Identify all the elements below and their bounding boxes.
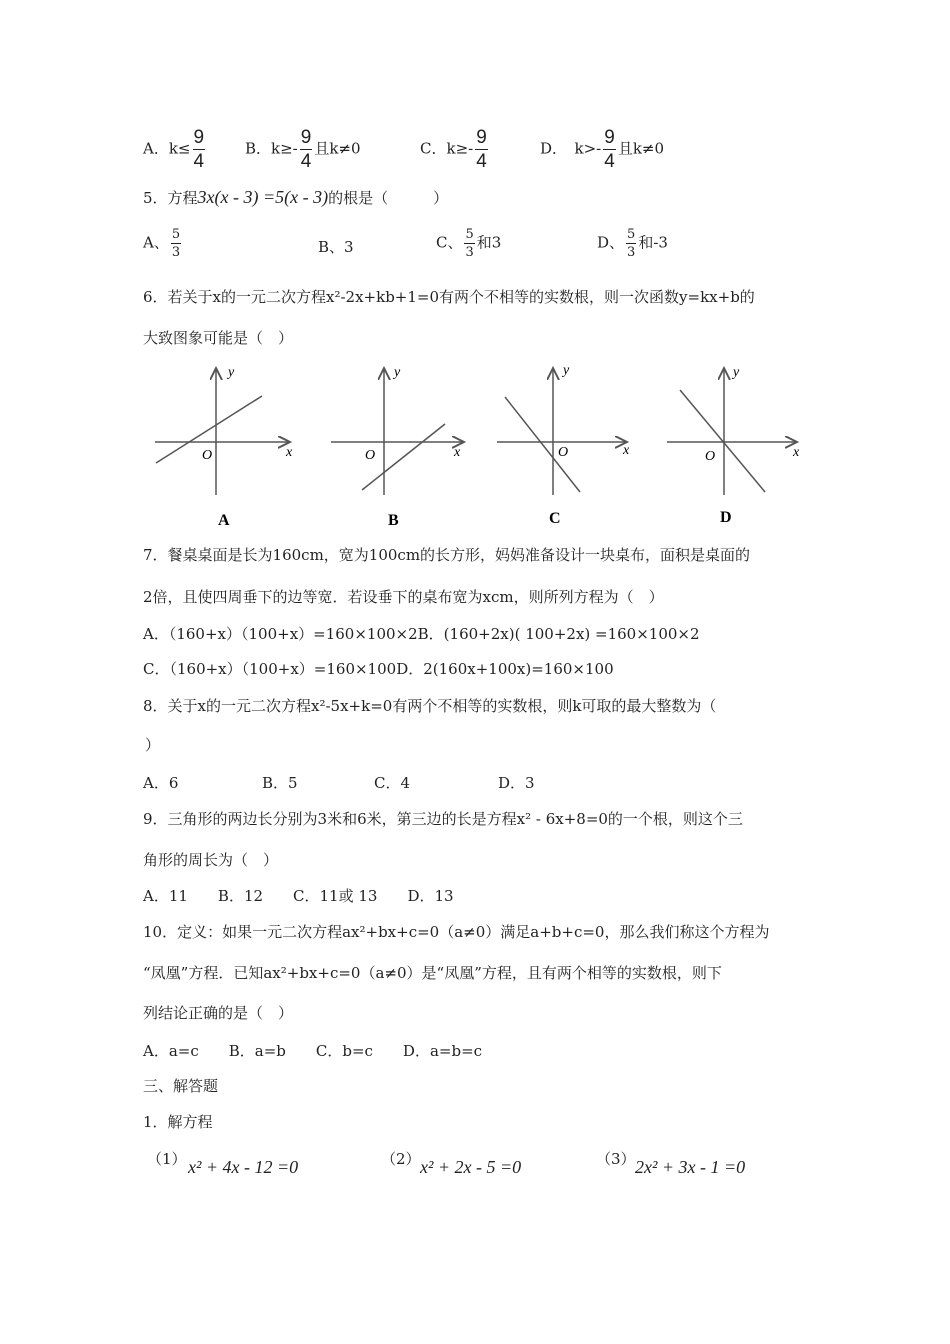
q7-options-cd: C．（160+x）（100+x）=160×100D．2(160x+100x)=160×100 xyxy=(143,660,614,678)
q4-option-b: B．k≥- $\frac{9}{4}$ 且k≠0 xyxy=(245,127,361,172)
graph-c-x-label: x xyxy=(623,443,630,458)
q4-option-a: A．k≤ $\frac{9}{4}$ xyxy=(143,127,205,172)
q4-option-c: C．k≥- $\frac{9}{4}$ xyxy=(420,127,487,172)
graph-b xyxy=(331,365,464,529)
graph-d-x-label: x xyxy=(793,445,800,460)
eq2: x² + 2x - 5 =0 xyxy=(420,1157,522,1177)
q5-stem: 5．方程3x(x - 3) =5(x - 3)的根是（ ） xyxy=(143,187,449,207)
graph-b-y-label: y xyxy=(394,365,401,380)
q4-option-d: D． k>- $\frac{9}{4}$ 且k≠0 xyxy=(540,127,665,172)
graph-a-origin: O xyxy=(202,448,213,463)
graph-d-origin: O xyxy=(705,449,716,464)
q10-options: A．a=c B．a=b C．b=c D．a=b=c xyxy=(143,1042,483,1060)
eq3: 2x² + 3x - 1 =0 xyxy=(635,1157,746,1177)
graph-b-origin: O xyxy=(365,448,376,463)
section-title: 三、解答题 xyxy=(143,1077,219,1095)
q6-line2: 大致图象可能是（ ） xyxy=(143,329,294,347)
graph-c-y-label: y xyxy=(563,363,570,378)
eq2-label: （2） xyxy=(381,1150,421,1168)
q9-line1: 9．三角形的两边长分别为3米和6米，第三边的长是方程x² - 6x+8=0的一个根，则这个三 xyxy=(143,810,743,828)
graph-a xyxy=(155,365,293,529)
q9-line2: 角形的周长为（ ） xyxy=(143,851,279,869)
q8-line1: 8．关于x的一元二次方程x²-5x+k=0有两个不相等的实数根，则k可取的最大整数为（ xyxy=(143,697,717,715)
q6-line1: 6．若关于x的一元二次方程x²-2x+kb+1=0有两个不相等的实数根，则一次函数y=kx+b的 xyxy=(143,288,755,306)
q5-option-b: B、3 xyxy=(318,238,354,256)
graph-c-line xyxy=(505,397,580,492)
q5-option-d: D、 $\frac{5}{3}$ 和-3 xyxy=(597,227,668,260)
q5-option-a: A、 $\frac{5}{3}$ xyxy=(143,227,181,260)
graph-a-x-label: x xyxy=(286,445,293,460)
q10-line1: 10．定义：如果一元二次方程ax²+bx+c=0（a≠0）满足a+b+c=0，那么我们称这个方程为 xyxy=(143,923,770,941)
graph-d-y-label: y xyxy=(733,365,740,380)
graph-d xyxy=(667,365,800,526)
q8-line2: ） xyxy=(145,736,161,754)
q10-line3: 列结论正确的是（ ） xyxy=(143,1004,294,1022)
graph-c-label: C xyxy=(549,510,561,527)
graph-d-label: D xyxy=(720,509,732,526)
q10-line2: “凤凰”方程．已知ax²+bx+c=0（a≠0）是“凤凰”方程，且有两个相等的实数根，则下 xyxy=(143,964,722,982)
graph-b-x-label: x xyxy=(454,445,461,460)
q7-line1: 7．餐桌桌面是长为160cm，宽为100cm的长方形，妈妈准备设计一块桌布，面积是桌面的 xyxy=(143,546,751,564)
q9-options: A．11 B．12 C．11或 13 D．13 xyxy=(143,887,454,905)
q1-title: 1．解方程 xyxy=(143,1113,213,1131)
q8-option-b: B．5 xyxy=(262,774,298,792)
q5-option-c: C、 $\frac{5}{3}$ 和3 xyxy=(436,227,502,260)
q6-graphs xyxy=(150,360,810,530)
graph-a-label: A xyxy=(218,512,230,529)
graph-a-y-label: y xyxy=(228,365,235,380)
graph-d-line xyxy=(680,390,765,492)
eq1-label: （1） xyxy=(147,1150,187,1168)
q8-option-c: C．4 xyxy=(374,774,411,792)
q7-line2: 2倍，且使四周垂下的边等宽．若设垂下的桌布宽为xcm，则所列方程为（ ） xyxy=(143,588,664,606)
graph-c-origin: O xyxy=(558,445,569,460)
q8-option-d: D．3 xyxy=(498,774,535,792)
graph-c xyxy=(497,363,630,527)
q7-options-ab: A．（160+x）（100+x）=160×100×2B．(160+2x)( 100+2x) =160×100×2 xyxy=(143,625,700,643)
graph-b-label: B xyxy=(388,512,399,529)
eq3-label: （3） xyxy=(596,1150,636,1168)
q8-option-a: A．6 xyxy=(143,774,179,792)
eq1: x² + 4x - 12 =0 xyxy=(188,1157,299,1177)
